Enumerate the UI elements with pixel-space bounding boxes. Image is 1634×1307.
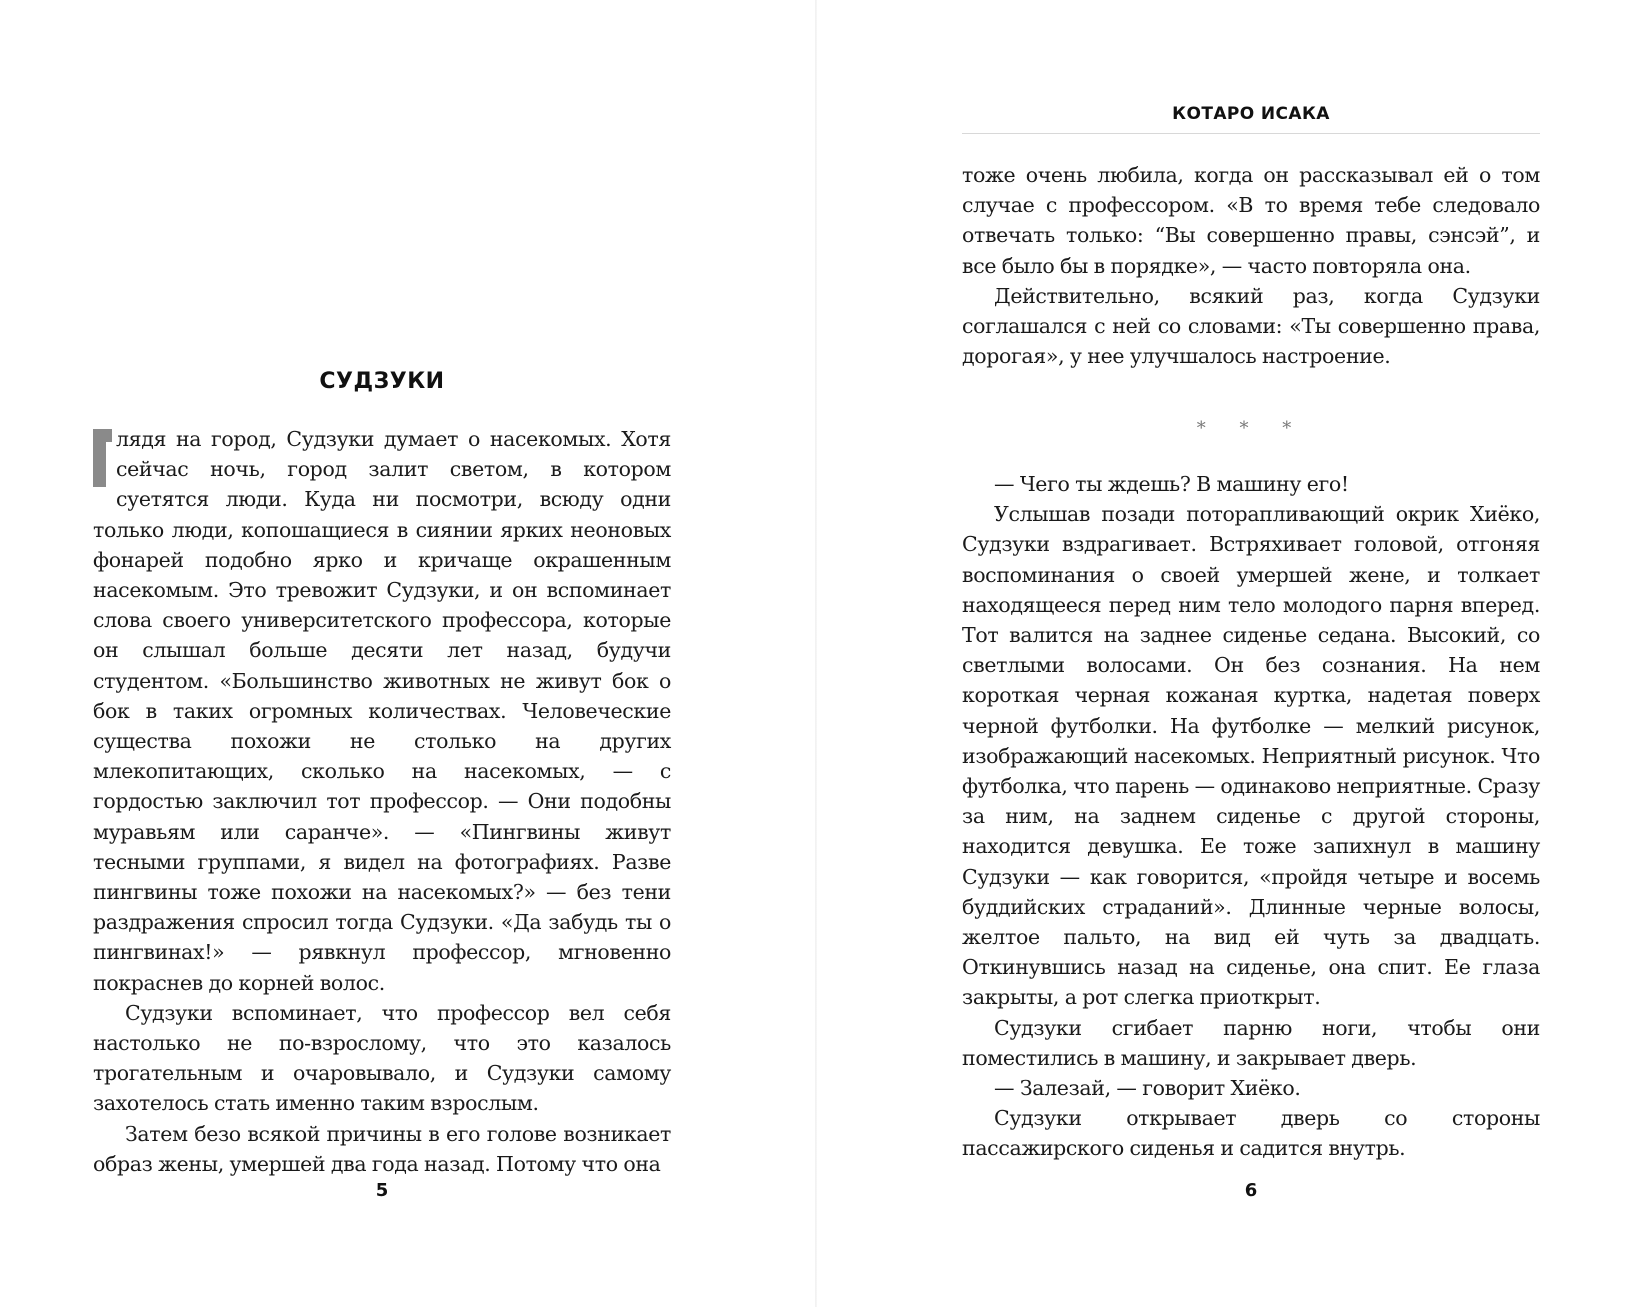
right-page-text-bottom bbox=[962, 469, 1540, 1164]
paragraph: — Залезай, — говорит Хиёко. bbox=[994, 1076, 1301, 1101]
chapter-title: СУДЗУКИ bbox=[319, 369, 445, 394]
page-number: 5 bbox=[375, 1180, 389, 1201]
paragraph: Затем безо всякой причины в его голове возникает образ жены, умершей два года назад. Потому что она bbox=[93, 1121, 671, 1176]
left-page bbox=[0, 0, 815, 1307]
paragraph: Судзуки вспоминает, что профессор вел себя настолько не по-взрослому, что это казалось трогательным и очаровывало, и Судзуки самому захотелось стать именно таким взрослым. bbox=[93, 1000, 671, 1116]
drop-cap bbox=[93, 429, 110, 487]
right-page-text-top bbox=[962, 160, 1540, 371]
paragraph: — Чего ты ждешь? В машину его! bbox=[994, 472, 1349, 496]
right-page bbox=[817, 0, 1634, 1307]
paragraph: Услышав позади поторапливающий окрик Хиёко, Судзуки вздрагивает. Встряхивает головой, отгоняя воспоминания о своей умершей жене, и толкает находящееся перед ним тело молодого парня вперед. Тот валится на заднее сиденье седана. Высокий, со светлыми волосами. Он без сознания. На нем короткая черная кожаная куртка, надетая поверх черной футболки. На футболке — мелкий рисунок, изображающий насекомых. Неприятный рисунок. Что футболка, что парень — одинаково неприятные. Сразу за ним, на заднем сиденье с другой стороны, находится девушка. Ее тоже запихнул в машину Судзуки — как говорится, «пройдя четыре и восемь буддийских страданий». Длинные черные волосы, желтое пальто, на вид ей чуть за двадцать. Откинувшись назад на сиденье, она спит. Ее глаза закрыты, а рот слегка приоткрыт. bbox=[962, 502, 1540, 1010]
left-page-text bbox=[93, 424, 671, 1179]
section-separator: * * * bbox=[1196, 418, 1306, 439]
paragraph: Действительно, всякий раз, когда Судзуки соглашался с ней со словами: «Ты совершенно права, дорогая», у нее улучшалось настроение. bbox=[962, 283, 1540, 369]
header-rule bbox=[962, 133, 1540, 134]
paragraph: Судзуки открывает дверь со стороны пассажирского сиденья и садится внутрь. bbox=[962, 1106, 1540, 1161]
page-number: 6 bbox=[1244, 1180, 1258, 1201]
paragraph: лядя на город, Судзуки думает о насекомых. Хотя сейчас ночь, город залит светом, в котором суетятся люди. Куда ни посмотри, всюду одни только люди, копошащиеся в сиянии ярких неоновых фонарей подобно ярко и кричаще окрашенным насекомым. Это тревожит Судзуки, и он вспоминает слова своего университетского профессора, которые он слышал больше десяти лет назад, будучи студентом. «Большинство животных не живут бок о бок в таких огромных количествах. Человеческие существа похожи не столько на других млекопитающих, сколько на насекомых, — с гордостью заключил тот профессор. — Они подобны муравьям или саранче». — «Пингвины живут тесными группами, я видел на фотографиях. Разве пингвины тоже похожи на насекомых?» — без тени раздражения спросил тогда Судзуки. «Да забудь ты о пингвинах!» — рявкнул профессор, мгновенно покраснев до корней волос. bbox=[93, 427, 671, 995]
running-head: КОТАРО ИСАКА bbox=[1172, 104, 1330, 124]
paragraph: Судзуки сгибает парню ноги, чтобы они поместились в машину, и закрывает дверь. bbox=[962, 1015, 1540, 1070]
paragraph: тоже очень любила, когда он рассказывал ей о том случае с профессором. «В то время тебе следовало отвечать только: “Вы совершенно правы, сэнсэй”, и все было бы в порядке», — часто повторяла она. bbox=[962, 163, 1540, 278]
